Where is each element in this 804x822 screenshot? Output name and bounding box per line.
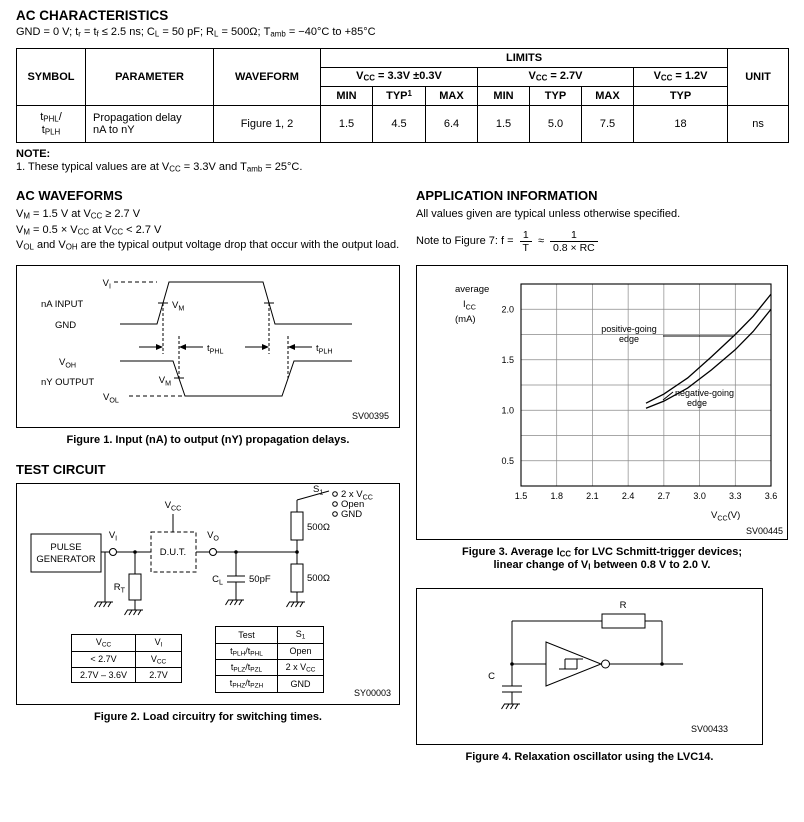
- waveforms-text-line: $V_M = 0.5 \times V_{CC}$ at $V_{CC} < 2.7$ V: [16, 223, 162, 237]
- pulse-generator: [31, 534, 101, 572]
- input-waveform: [114, 282, 352, 324]
- waveform-cell: Figure 1, 2: [214, 105, 321, 142]
- figure-3-code: SV00445: [745, 525, 783, 536]
- load-resistor-top: [291, 500, 303, 554]
- vcc-label: $V_{CC}$: [164, 500, 182, 513]
- ground-icon: [125, 610, 144, 615]
- s1-option-gnd: GND: [341, 509, 363, 521]
- svg-text:1.5: 1.5: [501, 354, 514, 365]
- figure-2-code: SY00003: [353, 688, 391, 699]
- oscillator-wiring: [510, 621, 683, 666]
- input-rail: [101, 552, 151, 602]
- gnd-label: GND: [55, 320, 77, 332]
- section-title-ac-characteristics: AC CHARACTERISTICS: [16, 8, 169, 23]
- svg-text:2.0: 2.0: [501, 304, 514, 315]
- ground-icon: [226, 600, 245, 605]
- y-axis-label-icc: $I_{CC}$: [463, 298, 476, 312]
- table-row: [216, 660, 324, 676]
- cl-capacitor: [227, 550, 245, 600]
- unit-cell: ns: [728, 105, 789, 142]
- x-axis-label: $V_{CC}(V)$: [711, 509, 741, 523]
- typ-header: TYP: [634, 86, 728, 105]
- table-cell: $S_1$: [278, 627, 324, 643]
- rt-label: $R_T$: [113, 582, 125, 595]
- parameter-line: Propagation delay: [93, 111, 182, 124]
- load-resistor-top-label: 500Ω: [307, 522, 330, 534]
- ac-conditions: GND = 0 V; $t_r = t_f \le 2.5$ ns; $C_L = 50$ pF; $R_L = 500\Omega$; $T_{amb} = -40^\circ C$ to +85°C: [16, 26, 376, 39]
- figure-3-caption-line2: linear change of $V_I$ between 0.8 V to 2.0 V.: [493, 558, 711, 572]
- cl-value-label: 50pF: [249, 574, 271, 586]
- table-cell: $t_{PLZ}/t_{PZL}$: [216, 660, 278, 676]
- load-resistor-bottom: [291, 552, 303, 602]
- fig3-y-ticks: [501, 304, 514, 466]
- figure-3-box: [416, 265, 788, 540]
- table-cell: 2 x $V_{CC}$: [278, 660, 324, 676]
- negative-edge-label: edge: [687, 397, 708, 408]
- pulse-generator-label: PULSE: [50, 542, 82, 554]
- svg-text:0.5: 0.5: [501, 455, 514, 466]
- feedback-resistor: [602, 614, 645, 628]
- dut-label: D.U.T.: [159, 547, 187, 559]
- table-row: [216, 627, 324, 643]
- typ-header: TYP: [530, 86, 582, 105]
- min-header: MIN: [478, 86, 530, 105]
- table-row: [72, 635, 182, 651]
- table-row: [72, 651, 182, 667]
- vo-label: $V_O$: [207, 530, 219, 543]
- table-row: [216, 643, 324, 659]
- symbol-cell: [17, 105, 86, 142]
- table-cell: < 2.7V: [72, 651, 136, 667]
- svg-text:2.1: 2.1: [586, 490, 599, 501]
- fig3-grid: [521, 284, 771, 486]
- vi-label: $V_I$: [108, 530, 118, 543]
- table-row: [17, 105, 789, 142]
- tplh-label: $t_{PLH}$: [316, 343, 333, 356]
- figure-2-caption: Figure 2. Load circuitry for switching times.: [94, 711, 322, 724]
- figure-2-box: [16, 483, 400, 705]
- max-header: MAX: [426, 86, 478, 105]
- table-cell: 2.7V – 3.6V: [72, 668, 136, 683]
- limit-value: 7.5: [582, 105, 634, 142]
- s1-label: $S_1$: [313, 484, 324, 497]
- figure-3-caption: Figure 3. Average $I_{CC}$ for LVC Schmitt-trigger devices;: [462, 545, 742, 559]
- waveforms-text-line: $V_{OL}$ and $V_{OH}$ are the typical output voltage drop that occur with the output load.: [16, 238, 400, 252]
- fraction-1-over-08RC: $\frac{1}{0.8 \times RC}$: [550, 229, 598, 254]
- table-header-row-1: [17, 48, 789, 67]
- table-cell: $t_{PHZ}/t_{PZH}$: [216, 676, 278, 692]
- table-row: [216, 676, 324, 692]
- section-title-application-information: APPLICATION INFORMATION: [416, 188, 598, 204]
- ny-output-label: nY OUTPUT: [41, 377, 95, 389]
- limit-value: 6.4: [426, 105, 478, 142]
- vm-output-label: $V_M$: [158, 375, 171, 388]
- svg-text:1.0: 1.0: [501, 405, 514, 416]
- svg-text:1.8: 1.8: [550, 490, 563, 501]
- section-title-ac-waveforms: AC WAVEFORMS: [16, 188, 123, 204]
- timing-capacitor: [502, 664, 522, 704]
- fig4-oscillator-diagram: [417, 589, 762, 744]
- svg-text:2.7: 2.7: [657, 490, 671, 501]
- note-1: 1. These typical values are at $V_{CC} = 3.3V$ and $T_{amb} = 25^\circ C$.: [16, 160, 303, 174]
- limit-value: 4.5: [373, 105, 426, 142]
- vcc-3v3-header: $V_{CC} = 3.3V \pm 0.3V$: [321, 67, 478, 86]
- ground-icon: [502, 704, 521, 709]
- figure-1-code: SV00395: [351, 411, 389, 422]
- ground-icon: [95, 602, 114, 607]
- negative-edge-label: negative-going: [675, 387, 735, 398]
- figure-4-code: SV00433: [690, 724, 728, 735]
- formula-prefix: Note to Figure 7: f =: [416, 235, 514, 248]
- figure-4-caption: Figure 4. Relaxation oscillator using the LVC14.: [465, 751, 714, 764]
- table-cell: $V_{CC}$: [136, 651, 182, 667]
- output-waveform: [120, 361, 352, 396]
- table-cell: GND: [278, 676, 324, 692]
- vo-probe-node: [210, 549, 217, 556]
- frequency-formula: [416, 229, 788, 254]
- table-cell: $V_{CC}$: [72, 635, 136, 651]
- na-input-label: nA INPUT: [41, 299, 84, 311]
- max-header: MAX: [582, 86, 634, 105]
- figure-1-caption: Figure 1. Input (nA) to output (nY) propagation delays.: [66, 434, 350, 447]
- waveforms-text-line: $V_M = 1.5$ V at $V_{CC} \ge 2.7$ V: [16, 208, 141, 222]
- fig3-x-ticks: [515, 491, 778, 501]
- limit-value: 1.5: [478, 105, 530, 142]
- svg-text:3.6: 3.6: [764, 490, 778, 501]
- limit-value: 18: [634, 105, 728, 142]
- vol-label: $V_{OL}$: [103, 392, 119, 405]
- cl-label: $C_L$: [212, 574, 223, 587]
- rt-resistor: [129, 550, 141, 610]
- y-axis-label: average: [455, 283, 490, 295]
- figure-4-box: [416, 588, 763, 745]
- positive-edge-label: positive-going: [601, 323, 657, 334]
- table-cell: $t_{PLH}/t_{PHL}$: [216, 643, 278, 659]
- table-cell: 2.7V: [136, 668, 182, 683]
- timing-measure-lines: [139, 303, 312, 381]
- voh-label: $V_{OH}$: [59, 357, 77, 370]
- right-column: [416, 188, 788, 763]
- ac-characteristics-table: [16, 48, 789, 143]
- fraction-1-over-T: $\frac{1}{T}$: [520, 229, 532, 254]
- vi-probe-node: [110, 549, 117, 556]
- symbol-header: SYMBOL: [17, 48, 86, 105]
- vcc-1v2-header: $V_{CC} = 1.2V$: [634, 67, 728, 86]
- svg-text:2.4: 2.4: [621, 490, 635, 501]
- section-title-test-circuit: TEST CIRCUIT: [16, 462, 106, 478]
- symbol-line: $t_{PLH}$: [41, 123, 61, 137]
- c-label: C: [488, 671, 495, 683]
- table-row: [72, 668, 182, 683]
- tphl-label: $t_{PHL}$: [207, 343, 224, 356]
- vi-label: $V_I$: [102, 278, 111, 291]
- svg-text:3.0: 3.0: [693, 490, 706, 501]
- parameter-cell: [86, 105, 214, 142]
- figure-1-box: [16, 265, 400, 428]
- left-column: [16, 188, 400, 763]
- symbol-line: $t_{PHL}/$: [40, 111, 62, 124]
- y-axis-unit: (mA): [455, 313, 476, 325]
- svg-text:3.3: 3.3: [729, 490, 742, 501]
- test-s1-table: [215, 626, 324, 693]
- s1-option-2xvcc: 2 x $V_{CC}$: [341, 489, 373, 502]
- typ-header: TYP$^1$: [373, 86, 426, 105]
- load-resistor-bottom-label: 500Ω: [307, 573, 330, 585]
- ground-icon: [287, 602, 306, 607]
- waveform-header: WAVEFORM: [214, 48, 321, 105]
- limit-value: 5.0: [530, 105, 582, 142]
- svg-text:1.5: 1.5: [514, 490, 528, 501]
- positive-edge-label: edge: [618, 333, 640, 344]
- r-label: R: [619, 600, 627, 612]
- pulse-generator-label: GENERATOR: [36, 554, 96, 566]
- approx-symbol: ≈: [537, 235, 544, 248]
- fig3-chart: [417, 266, 787, 539]
- schmitt-inverter: [546, 642, 610, 686]
- parameter-line: nA to nY: [93, 123, 135, 136]
- vcc-vi-table: [71, 634, 182, 683]
- s1-option-open: Open: [341, 499, 365, 511]
- parameter-header: PARAMETER: [86, 48, 214, 105]
- min-header: MIN: [321, 86, 373, 105]
- app-info-text: All values given are typical unless otherwise specified.: [416, 208, 681, 221]
- vm-input-label: $V_M$: [172, 300, 185, 313]
- vcc-2v7-header: $V_{CC} = 2.7V$: [478, 67, 634, 86]
- limits-header: LIMITS: [321, 48, 728, 67]
- note-heading: NOTE:: [16, 147, 51, 160]
- table-cell: $V_I$: [136, 635, 182, 651]
- unit-header: UNIT: [728, 48, 789, 105]
- limit-value: 1.5: [321, 105, 373, 142]
- table-cell: Test: [216, 627, 278, 643]
- fig1-waveform-diagram: [17, 266, 399, 427]
- table-cell: Open: [278, 643, 324, 659]
